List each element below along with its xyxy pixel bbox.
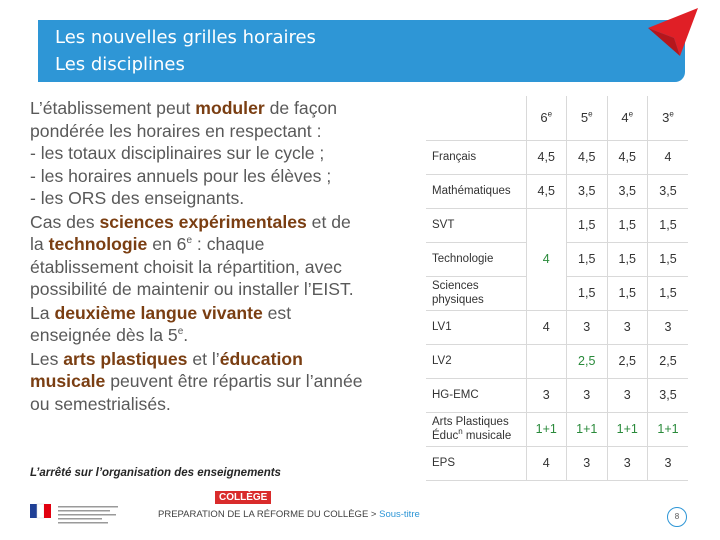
paragraph-4-line-1 [30,348,422,371]
red-arrow-icon [646,6,700,58]
paragraph-1-line-5: - les ORS des enseignants. [30,188,245,208]
cell: 1,5 [567,276,608,310]
text-run: . [183,325,189,345]
paragraph-3-line-1 [30,302,422,325]
cell: 4,5 [526,140,567,174]
table-row [426,446,688,480]
cell: 3,5 [648,378,689,412]
cell: 1,5 [607,242,648,276]
cell: 1,5 [607,276,648,310]
cell: 3 [648,446,689,480]
cell: 3,5 [567,174,608,208]
highlight-education: éducation [219,348,303,369]
cell: 1,5 [648,208,689,242]
cell-merged-sciences-6e: 4 [526,208,567,310]
title-line-2: Les disciplines [55,54,185,75]
table-row [426,344,688,378]
highlight-lv2: deuxième langue vivante [54,302,263,323]
text-run: Cas des [30,211,100,232]
cell: 1+1 [607,412,648,446]
source-caption: L’arrêté sur l’organisation des enseignements [30,467,281,479]
paragraph-2-line-2 [30,233,422,256]
paragraph-1-line-2: pondérée les horaires en respectant : [30,120,322,141]
highlight-arts: arts plastiques [63,348,188,369]
cell: 1+1 [567,412,608,446]
header-num: 6 [540,110,548,126]
subject-svt: SVT [426,208,526,242]
cell: 2,5 [648,344,689,378]
text-run: en 6 [147,234,187,254]
subject-lv2: LV2 [426,344,526,378]
subject-line: physiques [432,294,484,306]
cell: 1+1 [526,412,567,446]
subject-eps: EPS [426,446,526,480]
text-run: Les [30,348,64,369]
cell: 1,5 [607,208,648,242]
paragraph-2-line-1 [30,211,422,234]
subject-sciences-physiques [426,276,526,310]
highlight-musicale: musicale [30,371,106,391]
cell: 1,5 [648,276,689,310]
subject-arts-musique [426,412,526,446]
header-num: 5 [580,110,589,126]
text-run: peuvent être répartis sur l’année [105,371,363,391]
ministry-logo-icon [30,502,128,526]
header-empty [426,96,526,140]
cell: 4,5 [526,174,567,208]
highlight-moduler: moduler [195,98,265,118]
hours-table [426,96,688,481]
subject-technologie: Technologie [426,242,526,276]
footer-label: PREPARATION DE LA RÉFORME DU COLLÈGE > [158,509,380,520]
cell: 3,5 [607,174,648,208]
cell: 3,5 [648,174,689,208]
superscript: e [186,235,193,247]
text-run: et l’ [187,348,220,369]
cell: 2,5 [567,344,608,378]
text-run: et de [306,211,351,232]
header-sup: e [547,109,553,119]
table-header-row [426,96,688,140]
subject-line: Arts Plastiques [432,416,509,428]
page-number: 8 [667,507,687,527]
main-text [30,97,422,415]
footer-text [158,509,420,520]
header-6e [526,96,567,140]
text-run: la [30,234,49,254]
paragraph-3-line-2 [30,324,422,347]
text-run: L’établissement peut [30,98,196,118]
paragraph-1-line-3: - les totaux disciplinaires sur le cycle ; [30,143,325,163]
text-run: de façon [264,98,338,118]
cell: 4 [648,140,689,174]
paragraph-4-line-3: ou semestrialisés. [30,393,171,414]
subject-mathematiques: Mathématiques [426,174,526,208]
footer-subtitle: Sous-titre [379,509,420,520]
subject-line: musicale [462,430,512,442]
paragraph-2-line-4: possibilité de maintenir ou installer l’EIST. [30,279,354,299]
text-run: : chaque [192,234,265,254]
cell: 2,5 [607,344,648,378]
table-row [426,310,688,344]
cell: 4,5 [567,140,608,174]
cell: 3 [607,446,648,480]
cell: 4 [526,310,567,344]
paragraph-1-line-1 [30,97,422,120]
cell: 3 [607,378,648,412]
table-row [426,378,688,412]
subject-line: Éduc [432,430,459,442]
cell: 3 [567,378,608,412]
subject-hg-emc: HG-EMC [426,378,526,412]
text-run: est [262,302,292,323]
subject-sup: n [458,427,463,437]
highlight-sciences: sciences expérimentales [99,211,307,232]
header-5e [567,96,608,140]
subject-line: Sciences [432,280,479,292]
cell: 1+1 [648,412,689,446]
subject-lv1: LV1 [426,310,526,344]
header-3e [648,96,689,140]
table-row [426,412,688,446]
text-run: enseignée dès la 5 [30,325,178,345]
cell: 1,5 [567,208,608,242]
cell: 1,5 [567,242,608,276]
cell: 3 [526,378,567,412]
cell: 1,5 [648,242,689,276]
header-num: 3 [662,110,670,126]
cell: 3 [567,446,608,480]
title-banner [38,20,685,82]
header-sup: e [588,109,593,119]
highlight-technologie: technologie [48,234,148,254]
header-sup: e [628,109,634,119]
superscript: e [177,326,184,338]
table-row [426,208,688,242]
paragraph-2-line-3: établissement choisit la répartition, avec [30,256,342,277]
cell: 4,5 [607,140,648,174]
title-line-1: Les nouvelles grilles horaires [55,27,316,48]
cell: 3 [607,310,648,344]
paragraph-4-line-2 [30,370,422,393]
text-run: La [30,302,55,323]
cell-empty [526,344,567,378]
subject-francais: Français [426,140,526,174]
header-4e [607,96,648,140]
cell: 3 [648,310,689,344]
header-num: 4 [621,110,629,126]
cell: 3 [567,310,608,344]
table-row [426,140,688,174]
college-badge: COLLÈGE [215,491,271,504]
header-sup: e [669,109,674,119]
paragraph-1-line-4: - les horaires annuels pour les élèves ; [30,165,332,186]
table-row [426,174,688,208]
cell: 4 [526,446,567,480]
